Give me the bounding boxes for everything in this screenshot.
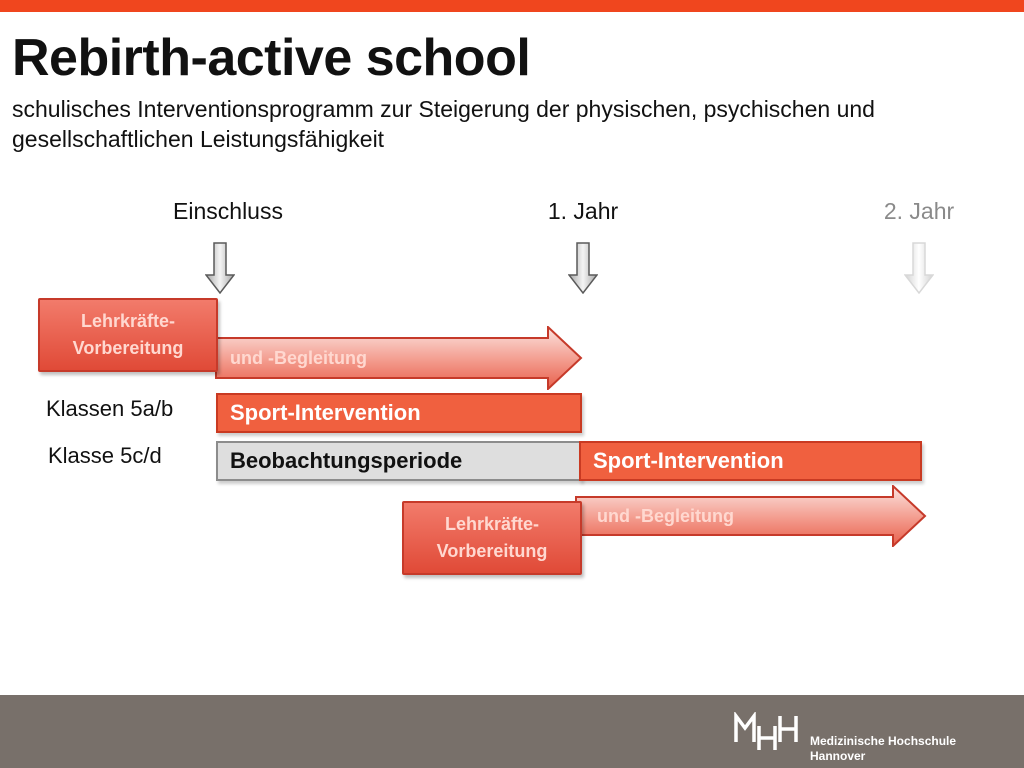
top-accent-bar: [0, 0, 1024, 12]
accompaniment-label-1: und -Begleitung: [230, 348, 367, 368]
down-arrow-icon: [568, 242, 598, 294]
teacher-prep-box-2: Lehrkräfte- Vorbereitung: [402, 501, 582, 575]
mhh-logo-icon: [734, 712, 800, 752]
footer-bar: [0, 695, 1024, 768]
slide-title: Rebirth-active school: [12, 29, 531, 87]
slide-subtitle: schulisches Interventionsprogramm zur Steigerung der physischen, psychischen und gesellschaftlichen Leistungsfähigkeit: [12, 96, 875, 152]
institution-name-line1: Medizinische Hochschule: [810, 734, 957, 748]
sport-intervention-bar-1: Sport-Intervention: [216, 393, 582, 433]
accompaniment-label-2: und -Begleitung: [597, 506, 734, 526]
down-arrow-icon: [205, 242, 235, 294]
teacher-prep-box-1: Lehrkräfte- Vorbereitung: [38, 298, 218, 372]
observation-period-bar: Beobachtungsperiode: [216, 441, 582, 481]
milestone-year1-label: 1. Jahr: [547, 198, 619, 224]
milestone-einschluss-label: Einschluss: [173, 198, 283, 224]
down-arrow-icon: [904, 242, 934, 294]
group-label-5cd: Klasse 5c/d: [48, 443, 162, 468]
sport-intervention-bar-2: Sport-Intervention: [579, 441, 922, 481]
institution-name-line2: Hannover: [810, 749, 866, 763]
milestone-year2-label: 2. Jahr: [883, 198, 955, 224]
group-label-5ab: Klassen 5a/b: [46, 396, 174, 421]
